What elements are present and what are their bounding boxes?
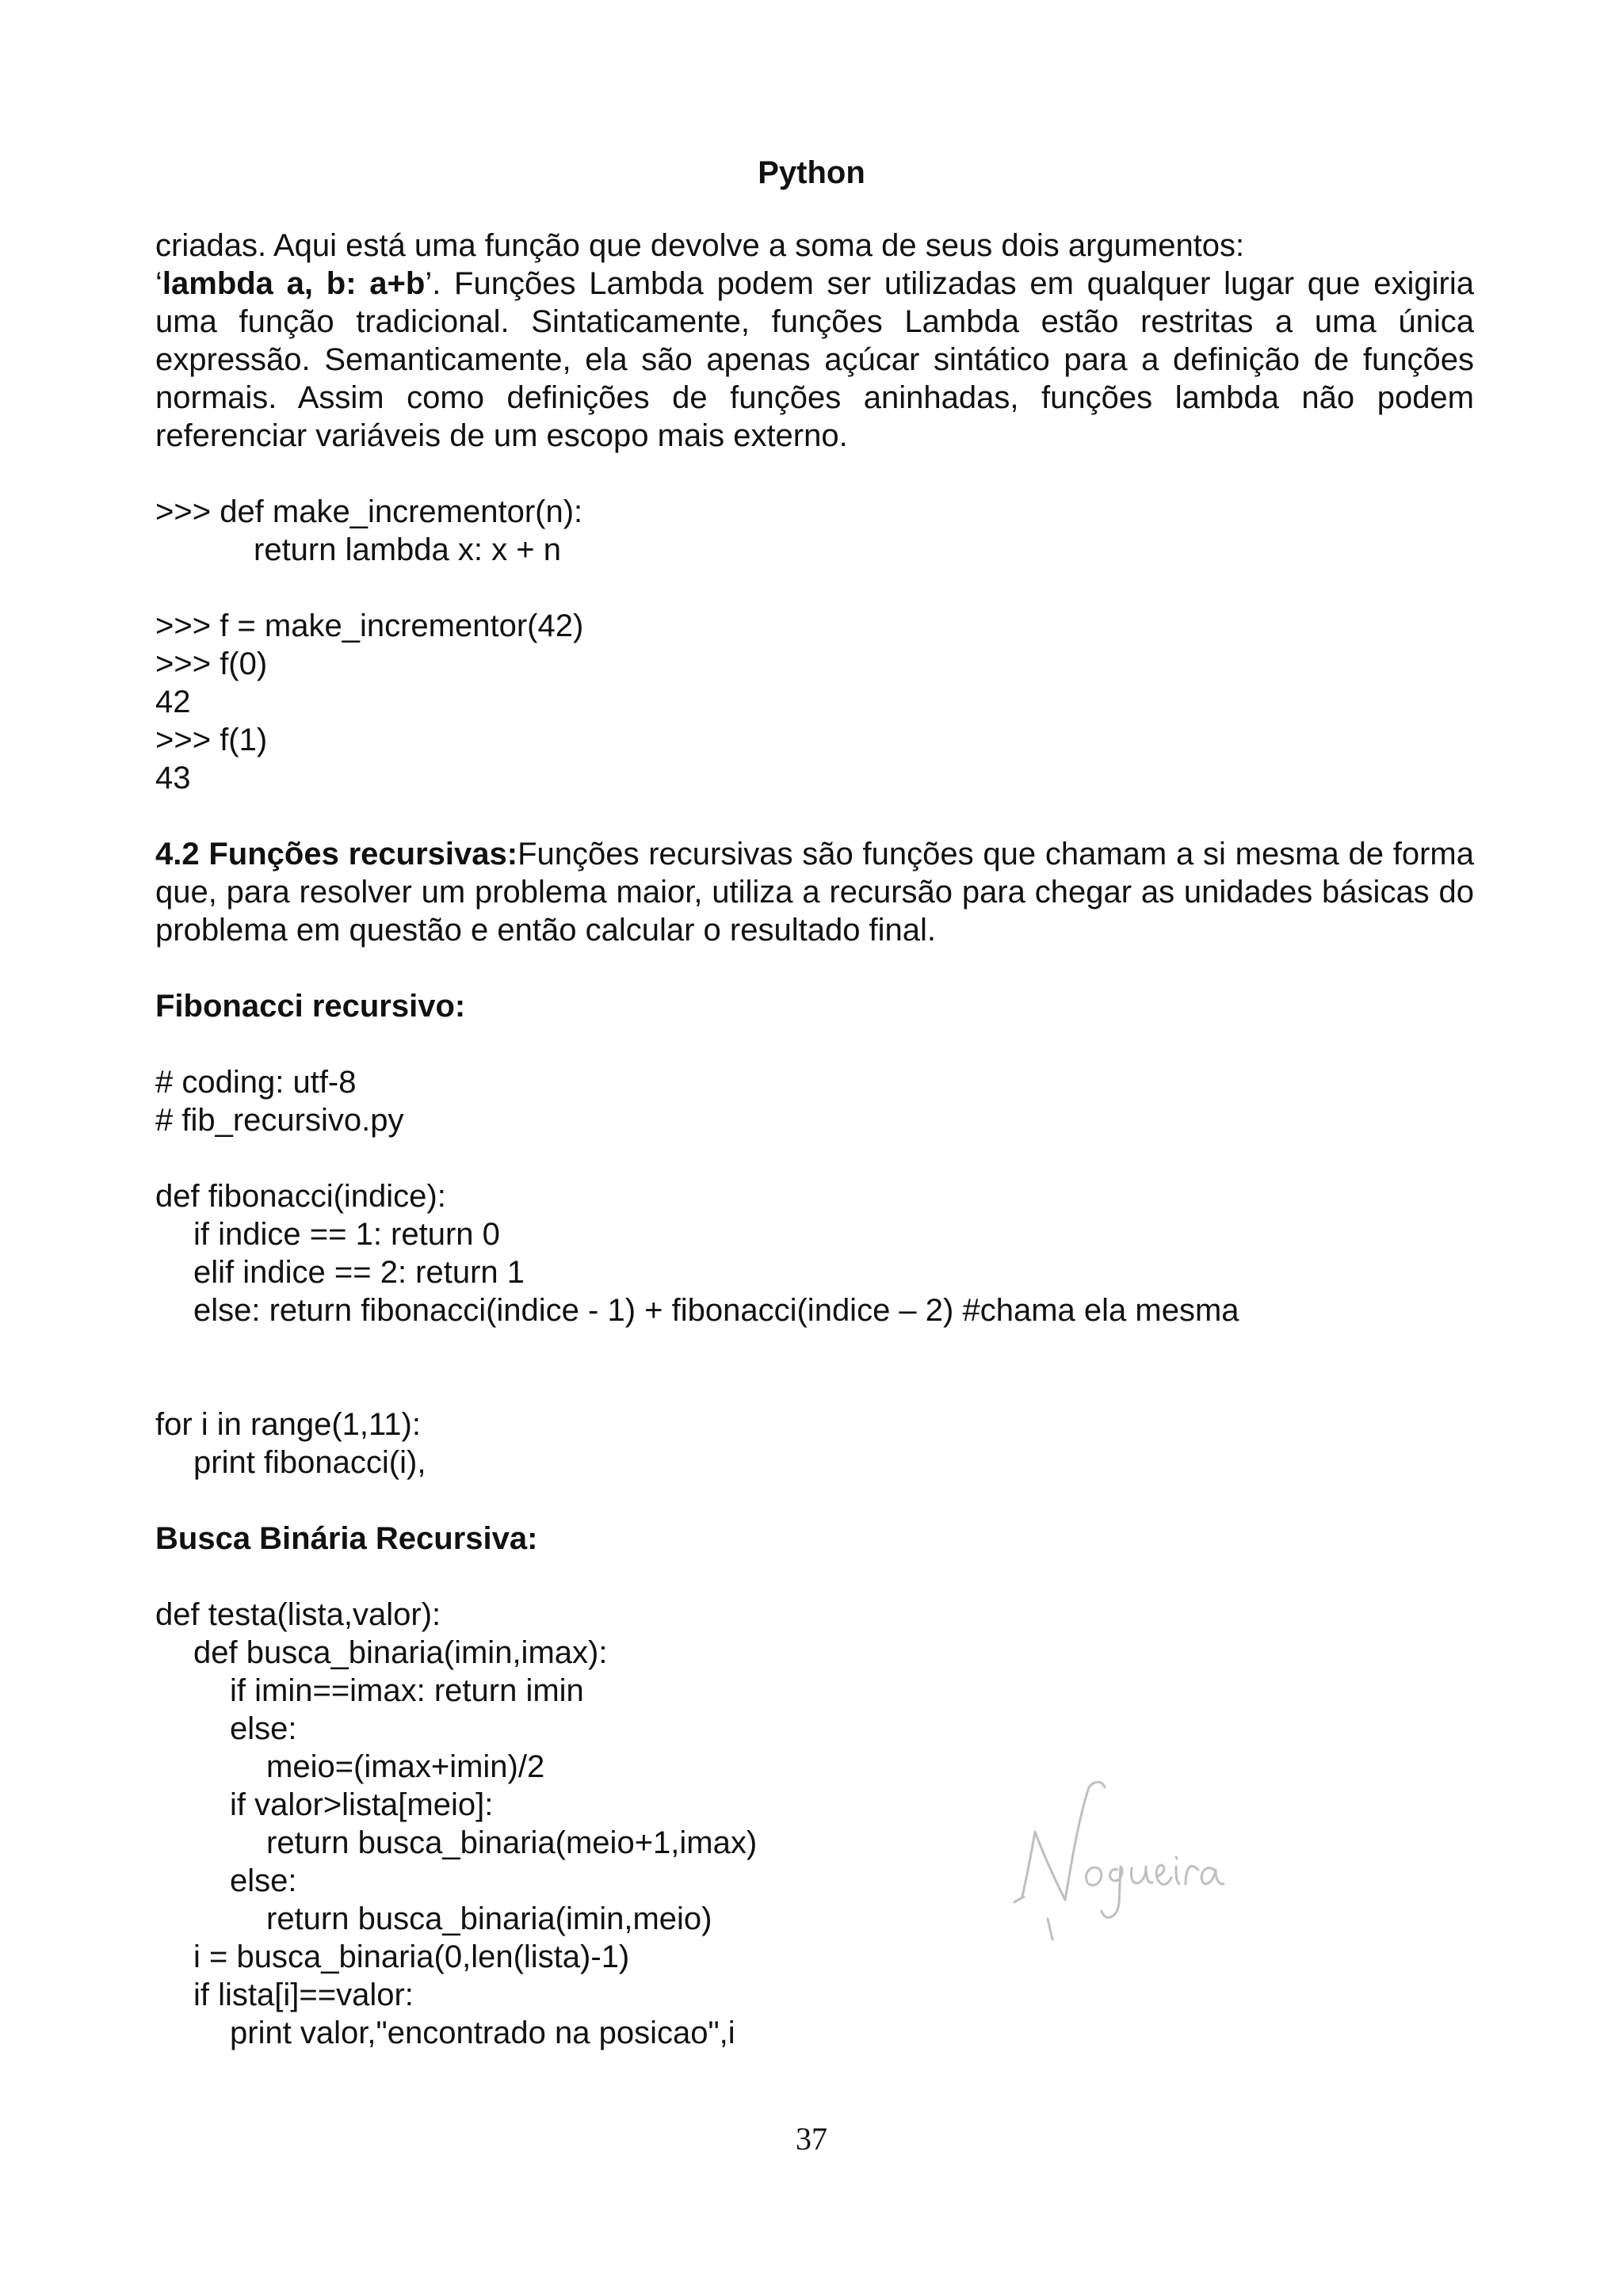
- quote-open: ‘: [155, 266, 162, 301]
- code-line: >>> f = make_incrementor(42): [155, 608, 584, 643]
- fibonacci-heading: Fibonacci recursivo:: [155, 989, 466, 1024]
- code-line: if imin==imax: return imin: [230, 1673, 584, 1708]
- code-line: if indice == 1: return 0: [193, 1217, 500, 1252]
- nogueira-signature-watermark: [1000, 1764, 1238, 1946]
- code-comment: # fib_recursivo.py: [155, 1103, 404, 1138]
- section-recursive-functions: [155, 835, 1474, 949]
- code-line: else:: [230, 1863, 297, 1898]
- intro-paragraph-text: ’. Funções Lambda podem ser utilizadas em qualquer lugar que exigiria uma função tradicional. Sintaticamente, funções Lambda estão restritas a uma única expressão. Semanticamente, ela são apenas açúcar sintático para a definição de funções normais. Assim como definições de funções aninhadas, funções lambda não podem referenciar variáveis de um escopo mais externo.: [155, 266, 1474, 453]
- page-header-title: Python: [758, 155, 865, 190]
- code-output: 43: [155, 761, 191, 795]
- page-number: 37: [796, 2121, 827, 2157]
- intro-first-line: criadas. Aqui está uma função que devolve a soma de seus dois argumentos:: [155, 228, 1245, 263]
- code-line: elif indice == 2: return 1: [193, 1255, 525, 1290]
- code-line: >>> def make_incrementor(n):: [155, 494, 583, 529]
- code-line: print fibonacci(i),: [193, 1445, 426, 1480]
- code-line: def testa(lista,valor):: [155, 1597, 441, 1632]
- section-text: Funções recursivas são funções que chamam a si mesma de forma que, para resolver um problema maior, utiliza a recursão para chegar as unidades básicas do problema em questão e então calcular o resultado final.: [155, 837, 1474, 948]
- code-line: else: return fibonacci(indice - 1) + fibonacci(indice – 2) #chama ela mesma: [193, 1293, 1239, 1328]
- code-line: >>> f(0): [155, 646, 268, 681]
- lambda-expression: lambda a, b: a+b: [162, 266, 426, 301]
- code-line: if lista[i]==valor:: [193, 1978, 414, 2012]
- page-content: [155, 227, 1474, 2052]
- code-output: 42: [155, 685, 191, 719]
- code-line: def fibonacci(indice):: [155, 1179, 446, 1214]
- binary-search-heading: Busca Binária Recursiva:: [155, 1521, 538, 1556]
- code-line: for i in range(1,11):: [155, 1407, 421, 1442]
- intro-paragraph: [155, 265, 1474, 455]
- code-comment: # coding: utf-8: [155, 1065, 357, 1100]
- code-line: return busca_binaria(meio+1,imax): [266, 1825, 758, 1860]
- code-line: return busca_binaria(imin,meio): [266, 1901, 712, 1936]
- section-heading: 4.2 Funções recursivas:: [155, 837, 518, 871]
- code-line: return lambda x: x + n: [254, 532, 561, 567]
- code-line: else:: [230, 1711, 297, 1746]
- code-line: print valor,"encontrado na posicao",i: [230, 2016, 735, 2050]
- code-line: meio=(imax+imin)/2: [266, 1749, 545, 1784]
- code-line: if valor>lista[meio]:: [230, 1787, 494, 1822]
- code-line: def busca_binaria(imin,imax):: [193, 1635, 608, 1670]
- code-line: >>> f(1): [155, 723, 268, 757]
- code-line: i = busca_binaria(0,len(lista)-1): [193, 1939, 630, 1974]
